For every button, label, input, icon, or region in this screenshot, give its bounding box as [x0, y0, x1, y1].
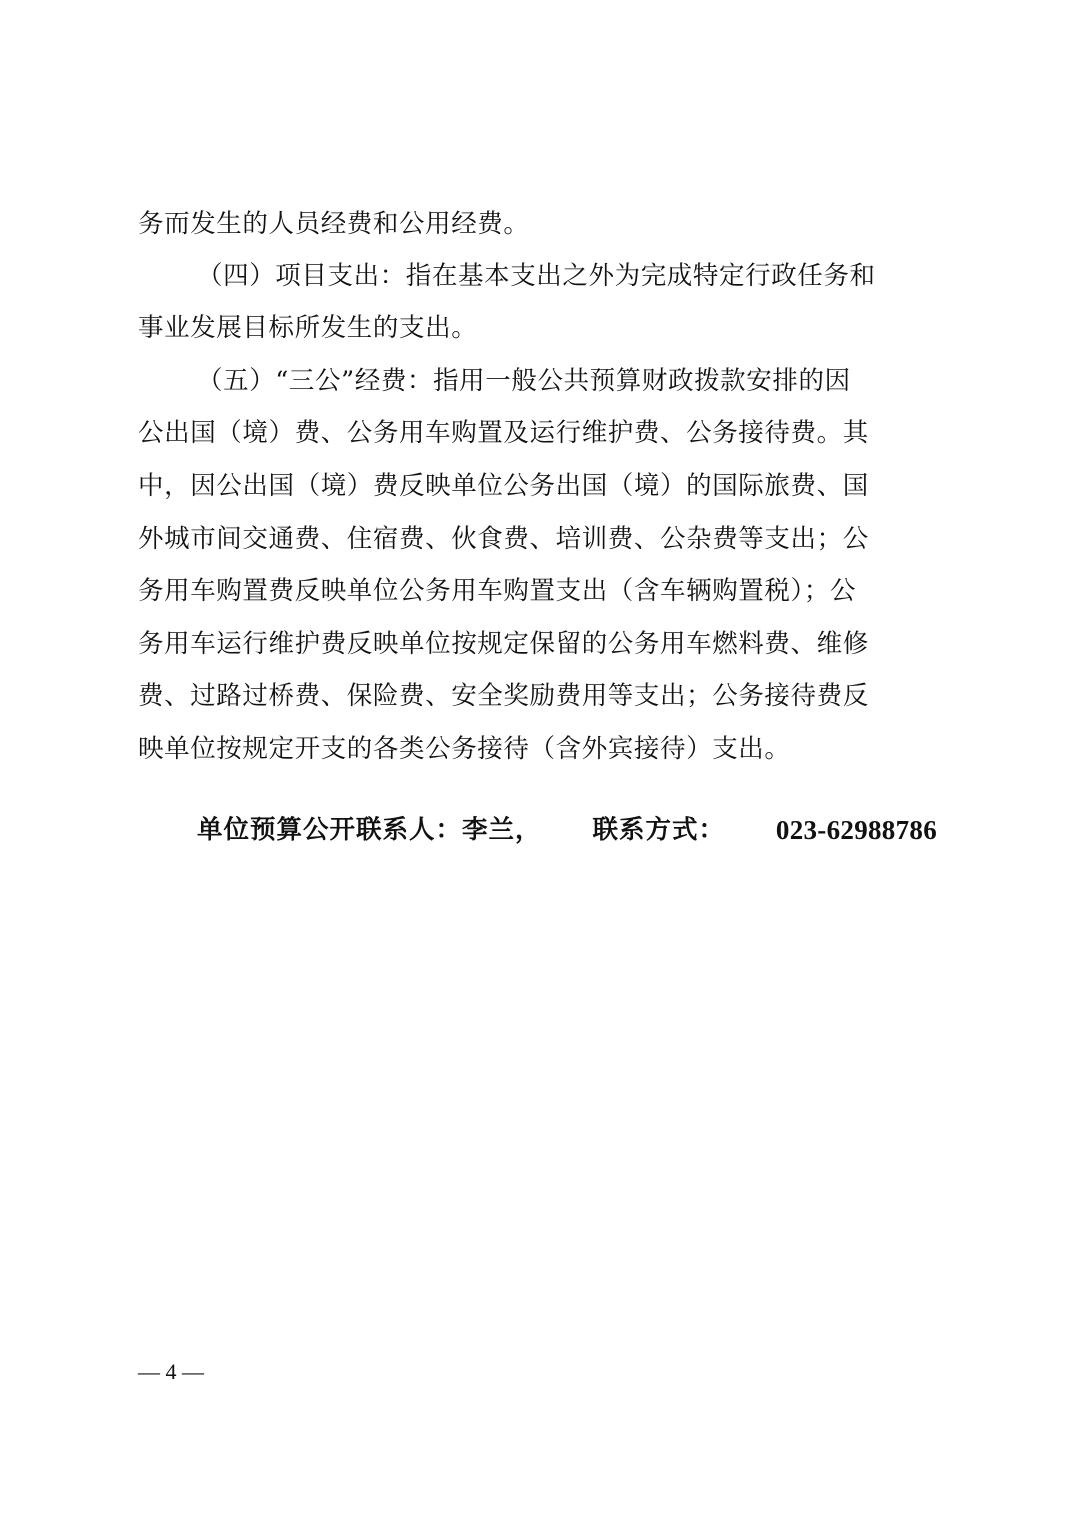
- body-line: （四）项目支出：指在基本支出之外为完成特定行政任务和: [197, 261, 876, 291]
- body-line: 事业发展目标所发生的支出。: [138, 313, 478, 343]
- body-line: 务而发生的人员经费和公用经费。: [138, 209, 530, 239]
- page-number: — 4 —: [138, 1359, 204, 1384]
- contact-line: [197, 808, 937, 852]
- body-line: 公出国（境）费、公务用车购置及运行维护费、公务接待费。其: [138, 418, 869, 448]
- body-line: 中，因公出国（境）费反映单位公务出国（境）的国际旅费、国: [138, 471, 869, 501]
- body-line: 务用车购置费反映单位公务用车购置支出（含车辆购置税）；公: [138, 576, 857, 606]
- contact-person: 单位预算公开联系人：李兰，: [197, 815, 542, 845]
- contact-method-label: 联系方式：: [592, 815, 725, 845]
- contact-phone: 023-62988786: [775, 815, 937, 845]
- body-line: 外城市间交通费、住宿费、伙食费、培训费、公杂费等支出；公: [138, 524, 869, 554]
- body-line: （五）“三公”经费：指用一般公共预算财政拨款安排的因: [197, 366, 851, 396]
- body-line: 映单位按规定开支的各类公务接待（含外宾接待）支出。: [138, 734, 791, 764]
- body-line: 务用车运行维护费反映单位按规定保留的公务用车燃料费、维修: [138, 629, 869, 659]
- body-line: 费、过路过桥费、保险费、安全奖励费用等支出；公务接待费反: [138, 681, 869, 711]
